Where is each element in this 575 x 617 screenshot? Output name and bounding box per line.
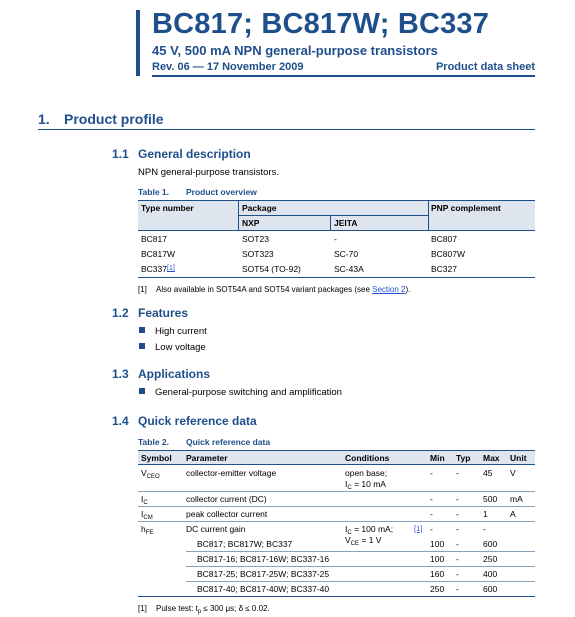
table-cell: -	[456, 494, 459, 504]
section-heading-product-profile: 1. Product profile	[38, 111, 164, 127]
list-item: General-purpose switching and amplification	[139, 387, 342, 398]
table-cell: collector-emitter voltage	[186, 468, 277, 478]
th-jeita: JEITA	[334, 218, 358, 228]
footnote-ref-link[interactable]: [1]	[167, 265, 175, 272]
th-conditions: Conditions	[345, 453, 390, 463]
table-cell: mA	[510, 494, 523, 504]
table-cell: open base;	[345, 468, 388, 478]
section-rule	[38, 129, 535, 130]
table-cell: peak collector current	[186, 509, 268, 519]
list-item: Low voltage	[139, 342, 206, 353]
table-cell: 160	[430, 569, 445, 579]
header-accent-bar	[136, 10, 140, 76]
doc-type: Product data sheet	[435, 61, 535, 73]
heading-features: 1.2 Features	[112, 306, 189, 320]
heading-applications: 1.3 Applications	[112, 367, 211, 381]
th-typ: Typ	[456, 453, 471, 463]
table-cell: -	[456, 509, 459, 519]
th-max: Max	[483, 453, 500, 463]
table-cell: V	[510, 468, 516, 478]
table-cell: SOT23	[242, 234, 269, 244]
revision-text: Rev. 06 — 17 November 2009	[152, 61, 304, 73]
bullet-icon	[139, 388, 145, 394]
document-title: BC817; BC817W; BC337	[152, 8, 490, 40]
table-cell: $V_{CE} = 1$ V	[345, 535, 382, 547]
th-pnp-complement: PNP complement	[431, 203, 501, 213]
table-cell: A	[510, 509, 516, 519]
table1-footnote: [1] Also available in SOT54A and SOT54 variant packages (see Section 2).	[138, 285, 411, 294]
table-cell: BC337[1]	[141, 264, 175, 274]
table-cell: -	[456, 584, 459, 594]
table2-caption: Table 2. Quick reference data	[138, 437, 271, 447]
table-cell: -	[483, 524, 486, 534]
table-cell: 250	[430, 584, 445, 594]
table-cell: -	[456, 569, 459, 579]
table-cell: SOT323	[242, 249, 274, 259]
table-cell: -	[430, 494, 433, 504]
table-cell: 400	[483, 569, 498, 579]
table-cell: BC817W	[141, 249, 176, 259]
heading-quick-reference-data: 1.4 Quick reference data	[112, 414, 257, 428]
table-cell: BC807W	[431, 249, 466, 259]
table-cell: $I_C = 100$ mA;	[345, 524, 394, 536]
table-cell: 600	[483, 584, 498, 594]
table-cell: -	[456, 554, 459, 564]
th-package: Package	[242, 203, 277, 213]
table-cell: 100	[430, 554, 445, 564]
table-cell: -	[430, 509, 433, 519]
table-cell: -	[456, 524, 459, 534]
heading-general-description: 1.1 General description	[112, 147, 251, 161]
th-unit: Unit	[510, 453, 527, 463]
list-item: High current	[139, 326, 207, 337]
table-cell: 100	[430, 539, 445, 549]
table-cell: $I_{CM}$	[141, 509, 153, 521]
table-cell: $V_{CEO}$	[141, 468, 160, 480]
table-cell: 250	[483, 554, 498, 564]
table-cell: $I_C = 10$ mA	[345, 479, 386, 491]
table-cell: BC817-16; BC817-16W; BC337-16	[197, 554, 330, 564]
table-cell: BC807	[431, 234, 457, 244]
document-subtitle: 45 V, 500 mA NPN general-purpose transistors	[152, 43, 438, 58]
table-cell: SC-43A	[334, 264, 364, 274]
section-2-link[interactable]: Section 2	[372, 285, 406, 294]
table-cell: BC817-25; BC817-25W; BC337-25	[197, 569, 330, 579]
th-min: Min	[430, 453, 445, 463]
table-cell: SC-70	[334, 249, 359, 259]
table-cell: BC817-40; BC817-40W; BC337-40	[197, 584, 330, 594]
table2-footnote: [1] Pulse test: $t_p \le 300$ μs; δ ≤ 0.02.	[138, 604, 270, 615]
table-cell: 45	[483, 468, 493, 478]
table-cell: SOT54 (TO-92)	[242, 264, 301, 274]
table-cell: -	[430, 524, 433, 534]
table-cell: collector current (DC)	[186, 494, 267, 504]
footnote-ref-link[interactable]: [1]	[414, 524, 423, 533]
bullet-icon	[139, 343, 145, 349]
header-rule	[152, 75, 535, 77]
th-type-number: Type number	[141, 203, 194, 213]
bullet-icon	[139, 327, 145, 333]
table-cell: -	[456, 468, 459, 478]
table-cell: -	[430, 468, 433, 478]
table-cell: BC817; BC817W; BC337	[197, 539, 293, 549]
table-cell: $h_{FE}$	[141, 524, 154, 536]
table-cell: BC817	[141, 234, 167, 244]
table-cell: $I_C$	[141, 494, 148, 506]
table-cell: -	[334, 234, 337, 244]
table-cell: BC327	[431, 264, 457, 274]
general-description-text: NPN general-purpose transistors.	[138, 167, 279, 178]
table1-caption: Table 1. Product overview	[138, 187, 257, 197]
th-symbol: Symbol	[141, 453, 172, 463]
th-nxp: NXP	[242, 218, 260, 228]
table-cell: 1	[483, 509, 488, 519]
th-parameter: Parameter	[186, 453, 228, 463]
table-cell: 600	[483, 539, 498, 549]
table-cell: DC current gain	[186, 524, 246, 534]
table-cell: 500	[483, 494, 498, 504]
table-cell: -	[456, 539, 459, 549]
